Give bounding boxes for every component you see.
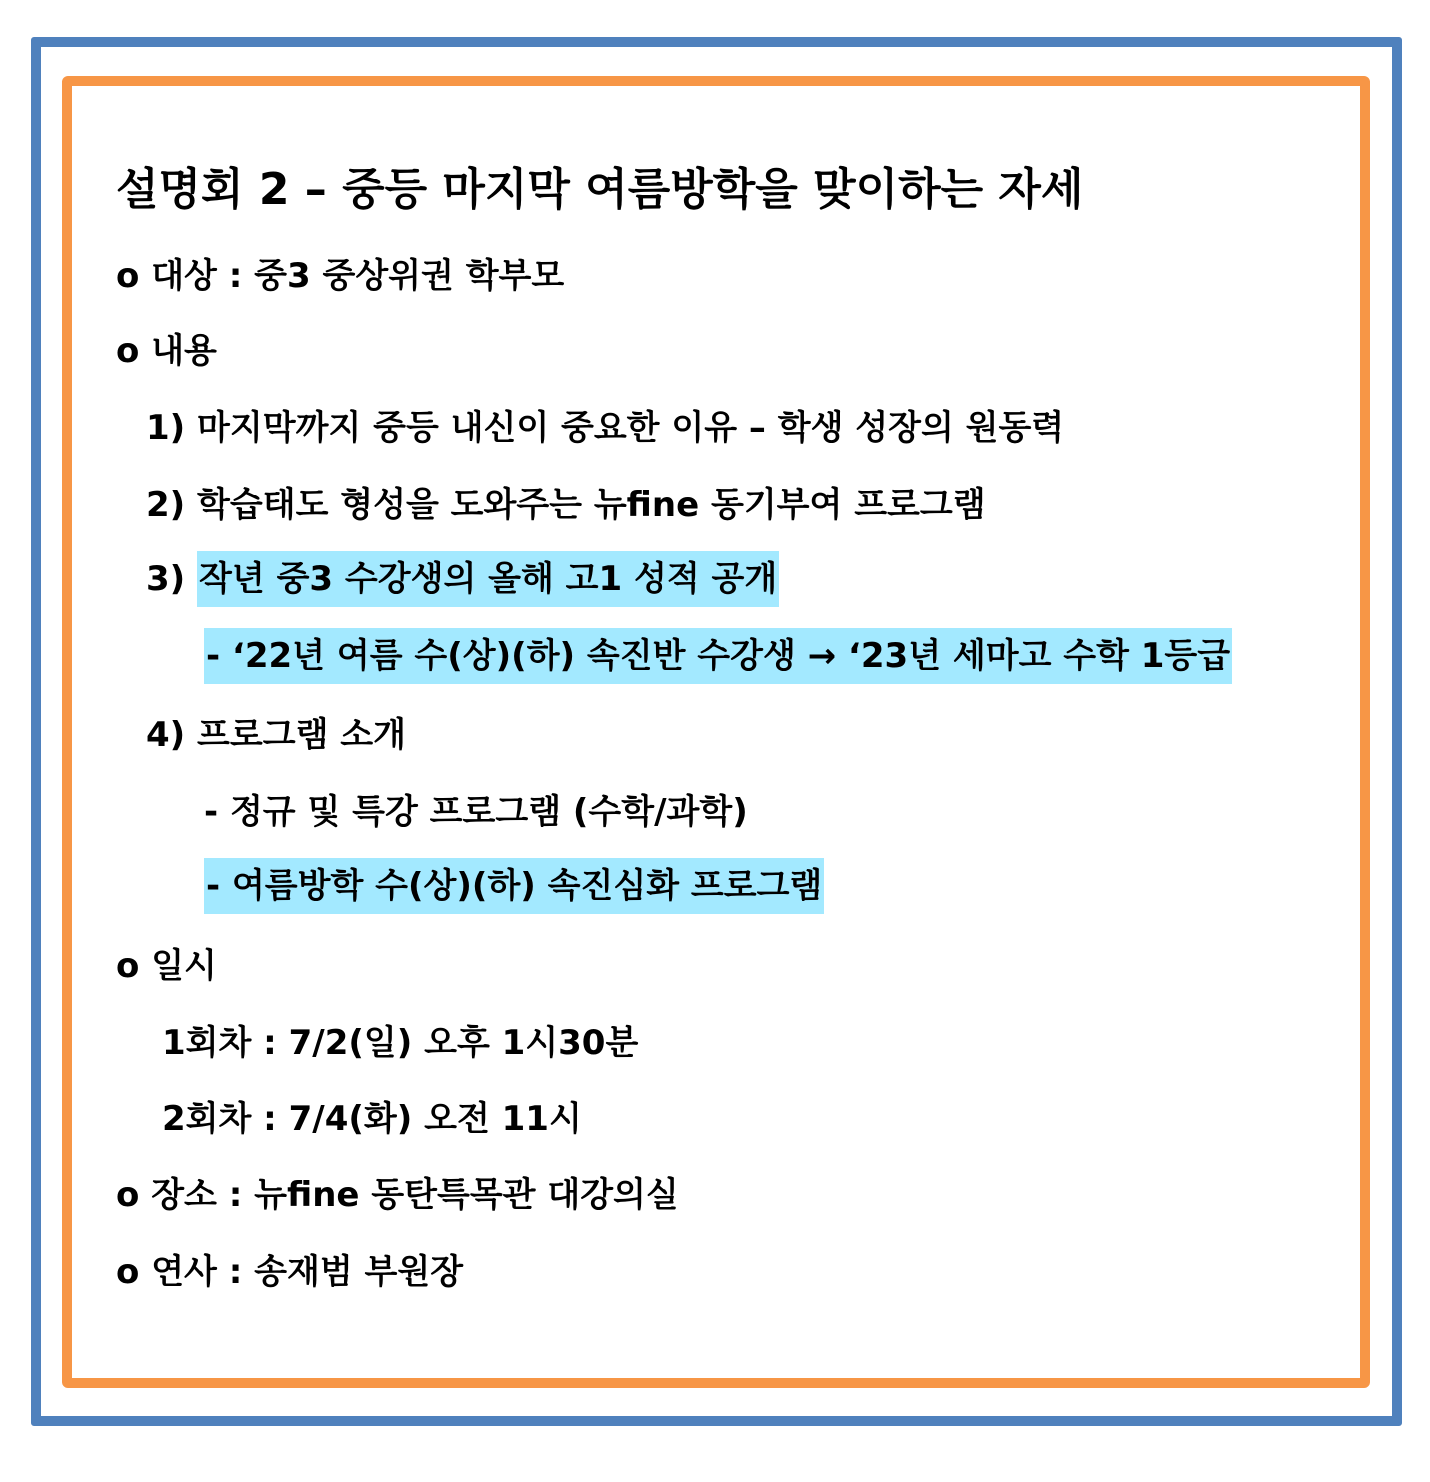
location-line: o 장소 : 뉴fine 동탄특목관 대강의실 bbox=[116, 1175, 679, 1215]
content-subitem-4a: - 정규 및 특강 프로그램 (수학/과학) bbox=[204, 792, 748, 832]
schedule-heading: o 일시 bbox=[116, 946, 217, 986]
item-text: 학습태도 형성을 도와주는 뉴fine 동기부여 프로그램 bbox=[197, 485, 986, 525]
item-number: 4) bbox=[146, 715, 186, 755]
highlighted-subitem-text: - ‘22년 여름 수(상)(하) 속진반 수강생 → ‘23년 세마고 수학 1등급 bbox=[204, 628, 1232, 684]
item-text: 프로그램 소개 bbox=[197, 715, 406, 755]
content-item-4 bbox=[146, 707, 406, 763]
page-title: 설명회 2 – 중등 마지막 여름방학을 맞이하는 자세 bbox=[116, 164, 1084, 215]
schedule-session-2: 2회차 : 7/4(화) 오전 11시 bbox=[162, 1099, 582, 1139]
content-subitem-4b bbox=[204, 858, 824, 914]
item-number: 3) bbox=[146, 559, 186, 599]
content-item-3 bbox=[146, 551, 779, 607]
highlighted-item-text: 작년 중3 수강생의 올해 고1 성적 공개 bbox=[197, 551, 779, 607]
item-number: 1) bbox=[146, 408, 186, 448]
item-text: 마지막까지 중등 내신이 중요한 이유 – 학생 성장의 원동력 bbox=[197, 408, 1065, 448]
content-subitem-3a bbox=[204, 628, 1232, 684]
content-heading: o 내용 bbox=[116, 331, 217, 371]
speaker-line: o 연사 : 송재범 부원장 bbox=[116, 1252, 464, 1292]
target-line: o 대상 : 중3 중상위권 학부모 bbox=[116, 256, 565, 296]
content-item-1 bbox=[146, 400, 1064, 456]
item-number: 2) bbox=[146, 485, 186, 525]
schedule-session-1: 1회차 : 7/2(일) 오후 1시30분 bbox=[162, 1023, 639, 1063]
content-item-2 bbox=[146, 477, 986, 533]
highlighted-subitem-text: - 여름방학 수(상)(하) 속진심화 프로그램 bbox=[204, 858, 824, 914]
